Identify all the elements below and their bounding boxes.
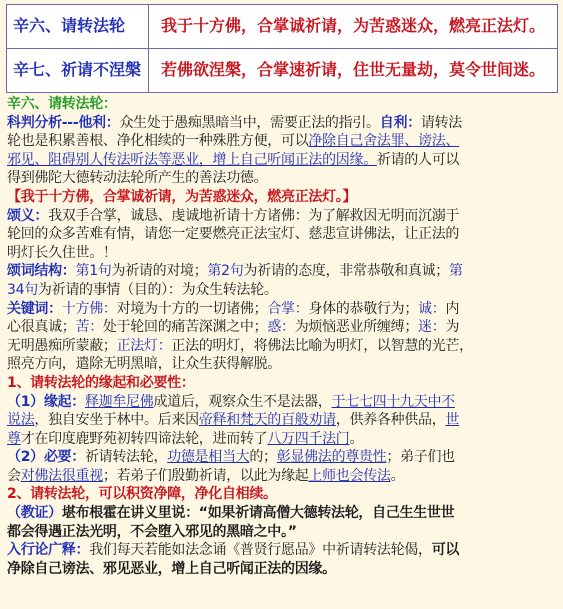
highlight: 对佛法很重视 [20,467,103,484]
text: 。 [349,430,364,447]
text: 轮也是积累善根、净化相续的一种殊胜方便，可以 [7,133,309,150]
label: （2）必要： [7,449,85,466]
highlight: 惑： [267,319,295,336]
text: 众生处于愚痴黑暗当中，需要正法的指引。 [119,114,380,131]
verse-text: 若佛欲涅槃，合掌速祈请，住世无量劫，莫令世间迷。 [149,49,558,93]
text-line: 净除自己谤法、邪见恶业，增上自己听闻正法的因缘。 [7,560,336,577]
highlight: 诚： [418,300,446,317]
text: 祈请的人可以 [376,151,460,168]
highlight: 第2句 [207,263,244,280]
highlight: 功德是相当大 [167,449,250,466]
highlight: 释迦牟尼佛 [84,393,154,410]
text: 为祈请的对境； [111,263,208,280]
text: 。 [390,467,405,484]
highlight: 十方佛： [61,300,117,317]
verse-label: 辛七、祈请不涅槃 [7,49,149,93]
label: 自利： [379,114,421,131]
text-line [7,114,557,133]
text: 为 [445,319,460,336]
text-line: 轮回的众多苦难有情，请您一定要燃亮正法宝灯、慈悲宣讲佛法，让正法的 [7,226,460,243]
highlight: 第 [448,263,463,280]
verse-quote: 【我于十方佛，合掌诚祈请，为苦惑迷众，燃亮正法灯。】 [7,188,357,205]
section-heading: 2、请转法轮，可以积资净障，净化自相续。 [7,486,277,503]
verse-row [7,5,558,49]
text-line: 得到佛陀大德转动法轮所产生的善法功德。 [7,170,268,187]
text: ，独自安坐于林中。后来因 [34,412,199,429]
highlight: 第1句 [75,263,112,280]
text: 请转法 [420,114,462,131]
section-heading: 1、请转法轮的缘起和必要性： [7,374,195,391]
verse-row [7,49,558,93]
section-heading: 辛六、请转法轮： [7,96,117,112]
label: （教证） [7,505,62,522]
text-line [7,541,557,560]
text: ，供养各种供品， [335,412,446,429]
text: 正法的明灯，将佛法比喻为明灯，以智慧的光芒， [171,337,473,354]
text: 为祈请的事情（目的）：为众生转法轮。 [37,281,278,298]
text-line [7,393,557,412]
text: 身体的恭敬行为； [308,300,419,317]
text-line [7,411,557,430]
highlight: 八万四千法门 [267,430,350,447]
text-line [7,430,557,449]
text-line: 照亮方向，遣除无明黑暗，让众生获得解脱。 [7,356,281,373]
highlight: 世 [445,412,460,429]
label: 科判分析---他利： [7,114,120,131]
commentary-body [7,95,557,605]
highlight: 合掌： [267,300,309,317]
highlight: 上师也会传法 [308,467,391,484]
text: ；若弟子们殷勤祈请，以此为缘起 [102,467,309,484]
verse-label: 辛六、请转法轮 [7,5,149,49]
verse-text: 我于十方佛，合掌诚祈请，为苦惑迷众，燃亮正法灯。 [149,5,558,49]
text-line [7,207,557,226]
text: 可以 [431,542,460,559]
text: 的； [249,449,277,466]
text: 为烦恼恶业所缠缚； [294,319,419,336]
label: 关键词： [7,300,62,317]
text-line [7,132,557,151]
text: 内 [445,300,460,317]
text-line [7,448,557,467]
highlight: 邪见、阻碍别人传法听法等恶业，增上自己听闻正法的因缘。 [7,151,377,168]
verse-table [6,4,558,93]
text: 会 [7,467,21,484]
label: 颂词结构： [7,263,76,280]
text: 心很真诚； [7,319,76,336]
text-line [7,318,557,337]
text: 堪布根霍在讲义里说：“如果祈请高僧大德转法轮，自己生生世世 [61,505,455,522]
label: 入行论广释： [7,542,90,559]
highlight: 尊 [7,430,21,447]
highlight: 3 [7,281,16,298]
highlight: 4句 [15,281,38,298]
text: 我们每天若能如法念诵《普贤行愿品》中祈请转法轮偈， [89,542,432,559]
text: 无明愚痴所蒙蔽； [7,337,117,354]
text: 处于轮回的痛苦深渊之中； [102,319,268,336]
text-line [7,467,557,486]
highlight: 净除自己舍法罪、谤法、 [308,133,460,150]
highlight: 帝释和梵天的百般劝请 [198,412,336,429]
text: ；弟子们也 [386,449,455,466]
highlight: 苦： [75,319,103,336]
highlight: 迷： [418,319,446,336]
text-line [7,504,557,523]
text-line: 明灯长久住世。！ [7,244,117,261]
text: 我双手合掌，诚恳、虔诚地祈请十方诸佛：为了解救因无明而沉溺于 [48,207,460,224]
text: 为祈请的态度，非常恭敬和真诚； [243,263,449,280]
label: 颂义： [7,207,49,224]
text: 才在印度鹿野苑初转四谛法轮，进而转了 [20,430,268,447]
text-line [7,281,557,300]
text-line [7,337,557,356]
highlight: 说法 [7,412,35,429]
text: 祈请转法轮， [84,449,168,466]
text-line [7,262,557,281]
text-line [7,151,557,170]
text-line: 都会得遇正法光明，不会堕入邪见的黑暗之中。” [7,523,297,540]
highlight: 于七七四十九天中不 [331,393,455,410]
text: 对境为十方的一切诸佛； [116,300,268,317]
highlight: 正法灯： [116,337,172,354]
text: 成道后，观察众生不是法器， [153,393,332,410]
highlight: 彰显佛法的尊贵性 [276,449,387,466]
text-line [7,300,557,319]
label: （1）缘起： [7,393,85,410]
